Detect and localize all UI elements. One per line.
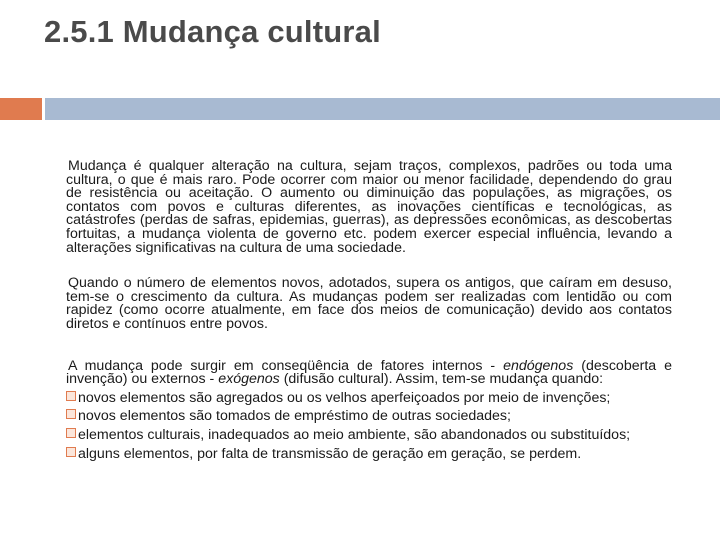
list-item xyxy=(66,428,672,443)
list-item xyxy=(66,447,672,462)
paragraph-factors xyxy=(66,357,672,388)
factors-text-a: A mudança pode surgir em conseqüência de fatores internos - xyxy=(68,357,504,374)
slide-title: 2.5.1 Mudança cultural xyxy=(44,14,381,49)
paragraph-definition: Mudança é qualquer alteração na cultura, sejam traços, complexos, padrões ou toda uma cultura, o que é mais raro. Pode ocorrer com maior ou menor facilidade, dependendo do grau de resistência ou aceitação. O aumento ou diminuição das populações, as migrações, os contatos com povos e culturas diferentes, as inovações científicas e tecnológicas, as catástrofes (perdas de safras, epidemias, guerras), as depressões econômicas, as descobertas fortuitas, a mudança violenta de governo etc. podem exercer especial influência, levando a alterações significativas na cultura de uma sociedade. xyxy=(66,158,672,256)
list-item xyxy=(66,409,672,424)
list-item xyxy=(66,391,672,406)
bullet-box-icon xyxy=(66,391,76,401)
factors-text-c: (difusão cultural). Assim, tem-se mudança quando: xyxy=(279,371,604,388)
bullet-text: novos elementos são agregados ou os velhos aperfeiçoados por meio de invenções; xyxy=(78,389,611,406)
title-divider-band xyxy=(0,98,720,120)
bullet-box-icon xyxy=(66,428,76,438)
paragraph-growth: Quando o número de elementos novos, adotados, supera os antigos, que caíram em desuso, tem-se o crescimento da cultura. As mudanças podem ser realizadas com lentidão ou com rapidez (como ocorre atualmente, em face dos meios de comunicação) devido aos contatos diretos e contínuos entre povos. xyxy=(66,275,672,332)
term-exogenous: exógenos xyxy=(218,371,280,388)
divider-bar xyxy=(45,98,720,120)
bullet-text: elementos culturais, inadequados ao meio ambiente, são abandonados ou substituídos; xyxy=(78,426,631,443)
bullet-text: alguns elementos, por falta de transmissão de geração em geração, se perdem. xyxy=(78,445,582,462)
bullet-box-icon xyxy=(66,447,76,457)
divider-accent-block xyxy=(0,98,42,120)
factors-text-b: (descoberta e invenção) ou externos - xyxy=(66,357,672,388)
bullet-box-icon xyxy=(66,409,76,419)
bullet-text: novos elementos são tomados de empréstimo de outras sociedades; xyxy=(78,408,511,425)
term-endogenous: endógenos xyxy=(503,357,574,374)
slide-body xyxy=(66,160,672,461)
